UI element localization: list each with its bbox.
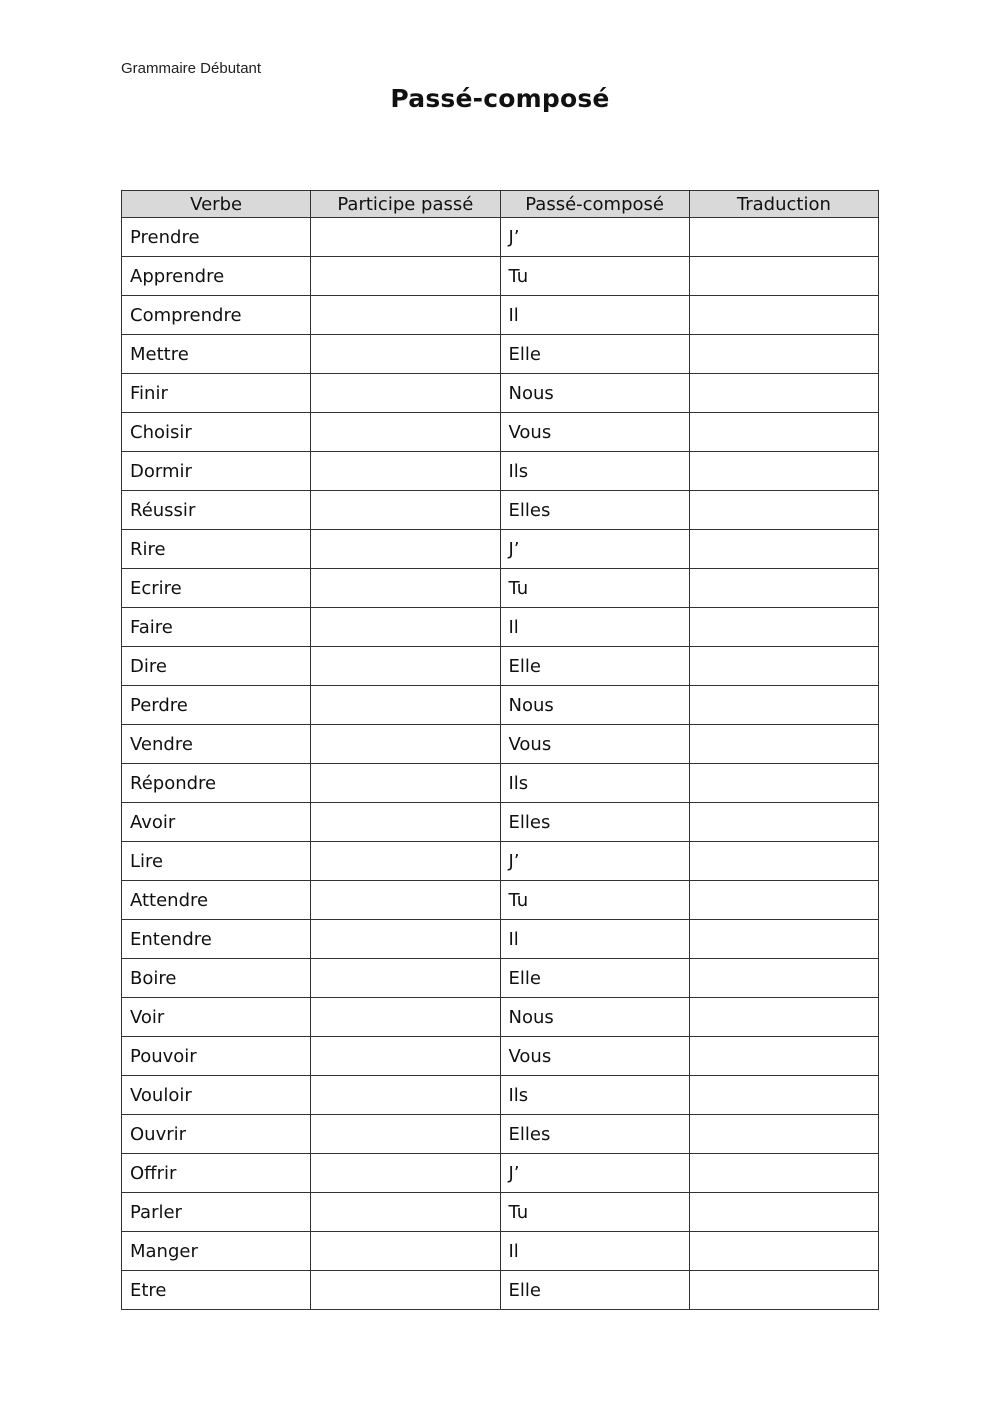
participle-answer-cell[interactable] [311,764,500,803]
table-header-row [122,191,879,218]
passe-compose-answer-cell[interactable]: Il [500,296,689,335]
verb-cell: Faire [122,608,311,647]
passe-compose-answer-cell[interactable]: Nous [500,686,689,725]
translation-answer-cell[interactable] [689,1154,878,1193]
table-body [122,218,879,1310]
passe-compose-answer-cell[interactable]: Tu [500,1193,689,1232]
passe-compose-answer-cell[interactable]: Tu [500,257,689,296]
table-row [122,1076,879,1115]
table-row [122,608,879,647]
verb-cell: Manger [122,1232,311,1271]
participle-answer-cell[interactable] [311,569,500,608]
participle-answer-cell[interactable] [311,491,500,530]
verb-cell: Parler [122,1193,311,1232]
participle-answer-cell[interactable] [311,803,500,842]
table-row [122,1193,879,1232]
participle-answer-cell[interactable] [311,530,500,569]
participle-answer-cell[interactable] [311,1193,500,1232]
table-row [122,686,879,725]
table-row [122,959,879,998]
passe-compose-answer-cell[interactable]: Ils [500,1076,689,1115]
participle-answer-cell[interactable] [311,413,500,452]
table-row [122,647,879,686]
participle-answer-cell[interactable] [311,1271,500,1310]
participle-answer-cell[interactable] [311,335,500,374]
column-header-participe-passe: Participe passé [311,191,500,218]
table-row [122,257,879,296]
passe-compose-answer-cell[interactable]: Il [500,920,689,959]
table-row [122,296,879,335]
translation-answer-cell[interactable] [689,959,878,998]
verb-cell: Finir [122,374,311,413]
translation-answer-cell[interactable] [689,1232,878,1271]
verb-cell: Comprendre [122,296,311,335]
passe-compose-answer-cell[interactable]: Vous [500,725,689,764]
passe-compose-answer-cell[interactable]: Elle [500,1271,689,1310]
verb-cell: Lire [122,842,311,881]
participle-answer-cell[interactable] [311,959,500,998]
page-title: Passé-composé [390,84,610,113]
header-note: Grammaire Débutant [121,60,262,77]
column-header-passe-compose: Passé-composé [500,191,689,218]
participle-answer-cell[interactable] [311,608,500,647]
verb-cell: Offrir [122,1154,311,1193]
passe-compose-answer-cell[interactable]: J’ [500,842,689,881]
translation-answer-cell[interactable] [689,881,878,920]
passe-compose-answer-cell[interactable]: Nous [500,374,689,413]
participle-answer-cell[interactable] [311,686,500,725]
passe-compose-answer-cell[interactable]: Ils [500,764,689,803]
passe-compose-answer-cell[interactable]: J’ [500,1154,689,1193]
column-header-traduction: Traduction [689,191,878,218]
table-row [122,803,879,842]
verb-cell: Répondre [122,764,311,803]
passe-compose-answer-cell[interactable]: Nous [500,998,689,1037]
translation-answer-cell[interactable] [689,218,878,257]
verb-cell: Dormir [122,452,311,491]
table-row [122,1037,879,1076]
participle-answer-cell[interactable] [311,218,500,257]
participle-answer-cell[interactable] [311,296,500,335]
table-row [122,1232,879,1271]
translation-answer-cell[interactable] [689,647,878,686]
passe-compose-answer-cell[interactable]: Elles [500,803,689,842]
table-row [122,374,879,413]
column-header-verbe: Verbe [122,191,311,218]
verb-cell: Ecrire [122,569,311,608]
table-row [122,569,879,608]
passe-compose-answer-cell[interactable]: Tu [500,569,689,608]
translation-answer-cell[interactable] [689,413,878,452]
table-row [122,491,879,530]
table-row [122,881,879,920]
conjugation-table [121,190,879,1310]
participle-answer-cell[interactable] [311,1037,500,1076]
translation-answer-cell[interactable] [689,530,878,569]
translation-answer-cell[interactable] [689,764,878,803]
passe-compose-answer-cell[interactable]: Elle [500,647,689,686]
participle-answer-cell[interactable] [311,1115,500,1154]
verb-cell: Attendre [122,881,311,920]
table-row [122,764,879,803]
verb-cell: Mettre [122,335,311,374]
verb-cell: Prendre [122,218,311,257]
participle-answer-cell[interactable] [311,374,500,413]
verb-cell: Choisir [122,413,311,452]
participle-answer-cell[interactable] [311,842,500,881]
verb-cell: Etre [122,1271,311,1310]
table-row [122,413,879,452]
verb-cell: Voir [122,998,311,1037]
table-row [122,1271,879,1310]
passe-compose-answer-cell[interactable]: Elles [500,491,689,530]
participle-answer-cell[interactable] [311,257,500,296]
passe-compose-answer-cell[interactable]: Elles [500,1115,689,1154]
translation-answer-cell[interactable] [689,1193,878,1232]
participle-answer-cell[interactable] [311,647,500,686]
verb-cell: Vouloir [122,1076,311,1115]
participle-answer-cell[interactable] [311,1076,500,1115]
translation-answer-cell[interactable] [689,1271,878,1310]
passe-compose-answer-cell[interactable]: Elle [500,959,689,998]
translation-answer-cell[interactable] [689,296,878,335]
table-row [122,218,879,257]
translation-answer-cell[interactable] [689,842,878,881]
verb-cell: Rire [122,530,311,569]
table-row [122,530,879,569]
passe-compose-answer-cell[interactable]: Elle [500,335,689,374]
verb-cell: Dire [122,647,311,686]
passe-compose-answer-cell[interactable]: Il [500,608,689,647]
passe-compose-answer-cell[interactable]: J’ [500,530,689,569]
passe-compose-answer-cell[interactable]: Ils [500,452,689,491]
participle-answer-cell[interactable] [311,881,500,920]
passe-compose-answer-cell[interactable]: Vous [500,413,689,452]
translation-answer-cell[interactable] [689,998,878,1037]
translation-answer-cell[interactable] [689,1076,878,1115]
passe-compose-answer-cell[interactable]: Il [500,1232,689,1271]
translation-answer-cell[interactable] [689,803,878,842]
table-row [122,452,879,491]
translation-answer-cell[interactable] [689,1115,878,1154]
translation-answer-cell[interactable] [689,257,878,296]
verb-cell: Entendre [122,920,311,959]
participle-answer-cell[interactable] [311,920,500,959]
verb-cell: Ouvrir [122,1115,311,1154]
translation-answer-cell[interactable] [689,608,878,647]
translation-answer-cell[interactable] [689,374,878,413]
passe-compose-answer-cell[interactable]: Vous [500,1037,689,1076]
translation-answer-cell[interactable] [689,725,878,764]
verb-cell: Perdre [122,686,311,725]
passe-compose-answer-cell[interactable]: J’ [500,218,689,257]
translation-answer-cell[interactable] [689,452,878,491]
table-row [122,1154,879,1193]
table-row [122,335,879,374]
participle-answer-cell[interactable] [311,1154,500,1193]
verb-cell: Apprendre [122,257,311,296]
passe-compose-answer-cell[interactable]: Tu [500,881,689,920]
participle-answer-cell[interactable] [311,452,500,491]
translation-answer-cell[interactable] [689,920,878,959]
verb-cell: Vendre [122,725,311,764]
participle-answer-cell[interactable] [311,998,500,1037]
table-row [122,998,879,1037]
table-row [122,842,879,881]
verb-cell: Pouvoir [122,1037,311,1076]
participle-answer-cell[interactable] [311,1232,500,1271]
table-row [122,725,879,764]
translation-answer-cell[interactable] [689,569,878,608]
verb-cell: Réussir [122,491,311,530]
translation-answer-cell[interactable] [689,335,878,374]
verb-cell: Boire [122,959,311,998]
table-row [122,920,879,959]
verb-cell: Avoir [122,803,311,842]
participle-answer-cell[interactable] [311,725,500,764]
translation-answer-cell[interactable] [689,1037,878,1076]
translation-answer-cell[interactable] [689,686,878,725]
table-row [122,1115,879,1154]
translation-answer-cell[interactable] [689,491,878,530]
